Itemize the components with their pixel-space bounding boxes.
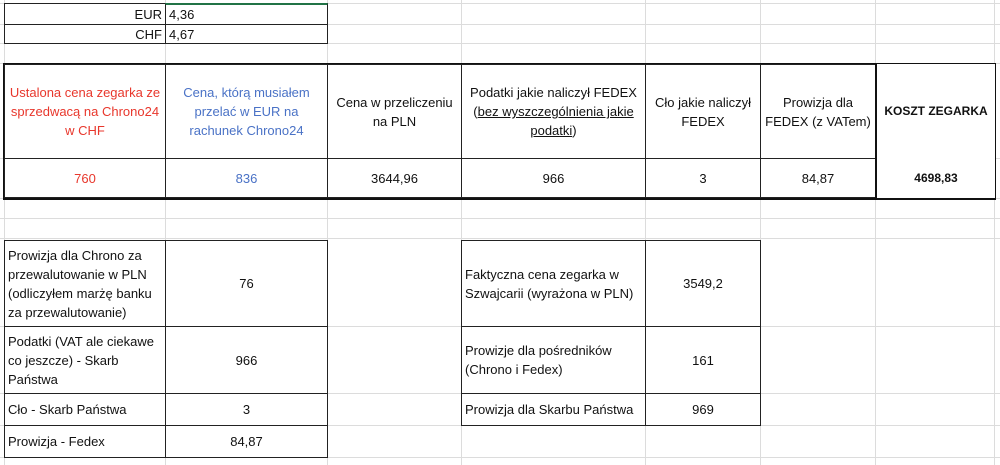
value-total-cost[interactable]: 4698,83 bbox=[875, 158, 995, 198]
breakdown-value[interactable]: 966 bbox=[165, 326, 328, 394]
summary-value[interactable]: 3549,2 bbox=[645, 240, 761, 327]
rate-label-eur[interactable]: EUR bbox=[4, 3, 166, 25]
breakdown-value[interactable]: 84,87 bbox=[165, 425, 328, 458]
value-fedex-duty[interactable]: 3 bbox=[645, 158, 761, 198]
breakdown-label[interactable]: Prowizja - Fedex bbox=[4, 425, 166, 458]
summary-label[interactable]: Prowizje dla pośredników (Chrono i Fedex) bbox=[461, 326, 646, 394]
breakdown-label[interactable]: Podatki (VAT ale ciekawe co jeszcze) - Skarb Państwa bbox=[4, 326, 166, 394]
header-fedex-duty[interactable]: Cło jakie naliczył FEDEX bbox=[645, 64, 761, 159]
header-fedex-fee[interactable]: Prowizja dla FEDEX (z VATem) bbox=[760, 64, 876, 159]
value-fedex-taxes[interactable]: 966 bbox=[461, 158, 646, 198]
summary-value[interactable]: 161 bbox=[645, 326, 761, 394]
header-total-cost[interactable]: KOSZT ZEGARKA bbox=[875, 64, 995, 159]
header-price-chf[interactable]: Ustalona cena zegarka ze sprzedwacą na Chrono24 w CHF bbox=[4, 64, 166, 159]
breakdown-label[interactable]: Cło - Skarb Państwa bbox=[4, 393, 166, 426]
value-price-pln[interactable]: 3644,96 bbox=[327, 158, 462, 198]
rate-value-chf[interactable]: 4,67 bbox=[165, 24, 328, 44]
header-price-pln[interactable]: Cena w przeliczeniu na PLN bbox=[327, 64, 462, 159]
gridline-horizontal bbox=[0, 218, 1000, 219]
breakdown-value[interactable]: 76 bbox=[165, 240, 328, 327]
summary-label[interactable]: Prowizja dla Skarbu Państwa bbox=[461, 393, 646, 426]
value-price-chf[interactable]: 760 bbox=[4, 158, 166, 198]
header-fedex-taxes-text: Podatki jakie naliczył FEDEX (bez wyszczególnienia jakie podatki) bbox=[470, 85, 637, 138]
breakdown-label[interactable]: Prowizja dla Chrono za przewalutowanie w PLN (odliczyłem marżę banku za przewalutowanie) bbox=[4, 240, 166, 327]
summary-label[interactable]: Faktyczna cena zegarka w Szwajcarii (wyrażona w PLN) bbox=[461, 240, 646, 327]
rate-label-chf[interactable]: CHF bbox=[4, 24, 166, 44]
header-fedex-taxes[interactable] bbox=[461, 64, 646, 159]
gridline-horizontal bbox=[0, 238, 1000, 239]
breakdown-value[interactable]: 3 bbox=[165, 393, 328, 426]
value-fedex-fee[interactable]: 84,87 bbox=[760, 158, 876, 198]
summary-value[interactable]: 969 bbox=[645, 393, 761, 426]
rate-value-eur[interactable]: 4,36 bbox=[165, 3, 328, 25]
header-price-eur[interactable]: Cena, którą musiałem przelać w EUR na rachunek Chrono24 bbox=[165, 64, 328, 159]
value-price-eur[interactable]: 836 bbox=[165, 158, 328, 198]
